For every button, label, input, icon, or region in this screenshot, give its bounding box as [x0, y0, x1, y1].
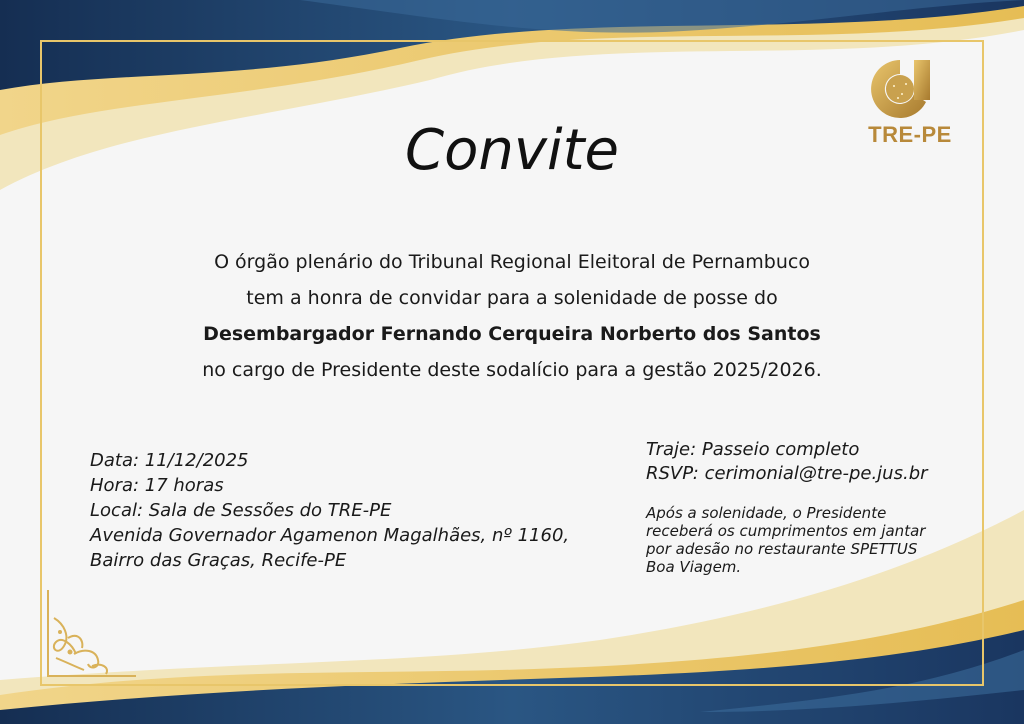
honoree-name: Desembargador Fernando Cerqueira Norberto dos Santos	[203, 323, 821, 345]
tre-pe-emblem-icon	[870, 58, 934, 120]
invitation-line-2: tem a honra de convidar para a solenidade de posse do	[246, 287, 778, 309]
dinner-note-line-1: Após a solenidade, o Presidente	[646, 504, 887, 522]
event-address-line-1: Avenida Governador Agamenon Magalhães, nº 1160,	[90, 525, 570, 546]
dinner-note-line-4: Boa Viagem.	[646, 558, 742, 576]
invitation-line-1: O órgão plenário do Tribunal Regional Eleitoral de Pernambuco	[214, 251, 810, 273]
dress-code: Traje: Passeio completo	[646, 439, 860, 460]
event-date: Data: 11/12/2025	[90, 450, 249, 471]
rsvp-contact: RSVP: cerimonial@tre-pe.jus.br	[646, 463, 928, 484]
dinner-note	[646, 504, 946, 576]
event-details	[90, 448, 569, 573]
dinner-note-line-2: receberá os cumprimentos em jantar	[646, 522, 926, 540]
event-address-line-2: Bairro das Graças, Recife-PE	[90, 550, 347, 571]
dress-rsvp-details	[646, 438, 946, 576]
event-place: Local: Sala de Sessões do TRE-PE	[90, 500, 392, 521]
page-title: Convite	[405, 118, 619, 183]
invitation-line-4: no cargo de Presidente deste sodalício para a gestão 2025/2026.	[202, 359, 822, 381]
event-time: Hora: 17 horas	[90, 475, 224, 496]
dinner-note-line-3: por adesão no restaurante SPETTUS	[646, 540, 918, 558]
invitation-text	[0, 244, 1024, 388]
corner-flourish-icon	[44, 588, 140, 682]
logo-text: TRE-PE	[868, 122, 952, 147]
